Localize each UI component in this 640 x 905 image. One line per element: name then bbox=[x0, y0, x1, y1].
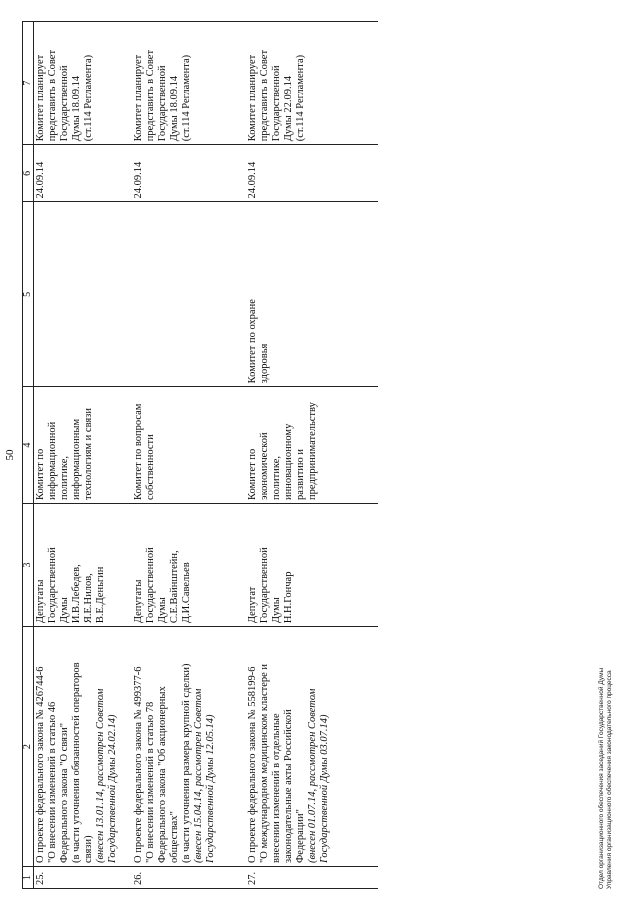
initiator-line: Депутаты bbox=[133, 579, 144, 624]
date-cell: 24.09.14 bbox=[246, 145, 378, 202]
co-committee-cell bbox=[34, 202, 133, 387]
initiator-line: Д.И.Савельев bbox=[181, 562, 192, 624]
note-line: представить в Совет bbox=[145, 49, 156, 142]
bill-intro-line: (внесен 15.04.14, рассмотрен Советом bbox=[193, 688, 204, 863]
co-committee-cell bbox=[246, 202, 378, 387]
bill-title-line: (в части уточнения обязанностей операторов bbox=[71, 662, 82, 863]
bill-title-line: О проекте федерального закона № 558199-6 bbox=[247, 666, 258, 863]
bill-title-line: законодательные акты Российской bbox=[283, 709, 294, 863]
bill-title-line: "О внесении изменений в статью 46 bbox=[47, 701, 58, 863]
committee-line: политике, bbox=[271, 456, 282, 500]
initiator-line: Депутат bbox=[247, 586, 258, 624]
row-number: 25. bbox=[34, 867, 133, 889]
initiators-cell bbox=[246, 503, 378, 626]
bill-title-line: "О внесении изменений в статью 78 bbox=[145, 701, 156, 863]
committee-line: Комитет по вопросам bbox=[133, 403, 144, 500]
bill-intro-line: (внесен 01.07.14, рассмотрен Советом bbox=[307, 688, 318, 863]
committee-line: информационным bbox=[71, 418, 82, 500]
bill-title-cell bbox=[132, 627, 246, 867]
note-line: представить в Совет bbox=[47, 49, 58, 142]
bill-title-line: О проекте федерального закона № 499377-6 bbox=[133, 666, 144, 863]
note-line: Государственной bbox=[59, 65, 70, 142]
responsible-committee-cell bbox=[246, 387, 378, 504]
committee-line: развитию и bbox=[295, 449, 306, 500]
initiators-cell bbox=[34, 503, 133, 626]
date-cell: 24.09.14 bbox=[132, 145, 246, 202]
bills-table bbox=[22, 21, 378, 889]
column-header: 5 bbox=[23, 202, 34, 387]
co-committee-line: Комитет по охране bbox=[247, 299, 258, 384]
initiator-line: В.Е.Деньгин bbox=[95, 566, 106, 624]
committee-line: политике, bbox=[59, 456, 70, 500]
initiator-line: И.В.Лебедев, bbox=[71, 564, 82, 624]
initiators-cell bbox=[132, 503, 246, 626]
note-line: Думы 18.09.14 bbox=[169, 75, 180, 142]
initiator-line: Государственной bbox=[145, 547, 156, 624]
bill-title-line: внесении изменений в отдельные bbox=[271, 713, 282, 863]
bill-intro-line: Государственной Думы 03.07.14) bbox=[319, 714, 330, 863]
initiator-line: Думы bbox=[271, 597, 282, 624]
bill-title-line: Федерального закона "Об акционерных bbox=[157, 686, 168, 863]
column-header: 4 bbox=[23, 387, 34, 504]
page-number: 50 bbox=[4, 449, 16, 461]
committee-line: информационной bbox=[47, 421, 58, 500]
note-line: Комитет планирует bbox=[247, 54, 258, 142]
bill-title-line: (в части уточнения размера крупной сделки) bbox=[181, 663, 192, 863]
bill-title-line: Федерации" bbox=[295, 809, 306, 863]
note-line: Комитет планирует bbox=[133, 54, 144, 142]
note-line: (ст.114 Регламента) bbox=[83, 54, 94, 142]
initiator-line: Думы bbox=[59, 597, 70, 624]
bill-title-line: О проекте федерального закона № 426744-6 bbox=[35, 666, 46, 863]
table-row bbox=[132, 22, 246, 889]
initiator-line: Депутаты bbox=[35, 579, 46, 624]
column-header: 2 bbox=[23, 627, 34, 867]
initiator-line: Я.Е.Нилов, bbox=[83, 573, 94, 624]
bill-title-line: обществах" bbox=[169, 811, 180, 863]
bill-intro-line: Государственной Думы 12.05.14) bbox=[205, 714, 216, 863]
co-committee-line: здоровья bbox=[259, 343, 270, 384]
note-line: (ст.114 Регламента) bbox=[295, 54, 306, 142]
initiator-line: Государственной bbox=[47, 547, 58, 624]
committee-line: предпринимательству bbox=[307, 402, 318, 500]
bill-title-line: "О международном медицинском кластере и bbox=[259, 663, 270, 863]
committee-line: инновационному bbox=[283, 423, 294, 500]
note-cell bbox=[34, 22, 133, 145]
note-line: Думы 22.09.14 bbox=[283, 75, 294, 142]
table-row bbox=[34, 22, 133, 889]
note-line: Государственной bbox=[157, 65, 168, 142]
committee-line: собственности bbox=[145, 434, 156, 500]
column-header: 7 bbox=[23, 22, 34, 145]
column-header: 3 bbox=[23, 503, 34, 626]
responsible-committee-cell bbox=[132, 387, 246, 504]
row-number: 27. bbox=[246, 867, 378, 889]
date-cell: 24.09.14 bbox=[34, 145, 133, 202]
table-row bbox=[246, 22, 378, 889]
initiator-line: Думы bbox=[157, 597, 168, 624]
bill-intro-line: Государственной Думы 24.02.14) bbox=[107, 714, 118, 863]
footer bbox=[598, 668, 614, 889]
bill-title-cell bbox=[246, 627, 378, 867]
footer-line: Отдел организационного обеспечения заседаний Государственной Думы bbox=[598, 667, 605, 889]
note-cell bbox=[246, 22, 378, 145]
co-committee-cell bbox=[132, 202, 246, 387]
column-header: 6 bbox=[23, 145, 34, 202]
bill-intro-line: (внесен 13.01.14, рассмотрен Советом bbox=[95, 688, 106, 863]
committee-line: технологиям и связи bbox=[83, 408, 94, 500]
initiator-line: Н.Н.Гончар bbox=[283, 571, 294, 624]
note-line: Думы 18.09.14 bbox=[71, 75, 82, 142]
initiator-line: Государственной bbox=[259, 547, 270, 624]
table-header-row bbox=[23, 22, 34, 889]
note-line: Государственной bbox=[271, 65, 282, 142]
note-cell bbox=[132, 22, 246, 145]
bill-title-line: связи) bbox=[83, 835, 94, 863]
initiator-line: С.Е.Вайнштейн, bbox=[169, 550, 180, 624]
note-line: Комитет планирует bbox=[35, 54, 46, 142]
footer-line: Управления организационного обеспечения законодательного процесса bbox=[606, 670, 613, 889]
column-header: 1 bbox=[23, 867, 34, 889]
committee-line: Комитет по bbox=[35, 448, 46, 500]
bill-title-cell bbox=[34, 627, 133, 867]
committee-line: Комитет по bbox=[247, 448, 258, 500]
responsible-committee-cell bbox=[34, 387, 133, 504]
note-line: (ст.114 Регламента) bbox=[181, 54, 192, 142]
committee-line: экономической bbox=[259, 432, 270, 500]
row-number: 26. bbox=[132, 867, 246, 889]
note-line: представить в Совет bbox=[259, 49, 270, 142]
bill-title-line: Федерального закона "О связи" bbox=[59, 722, 70, 863]
